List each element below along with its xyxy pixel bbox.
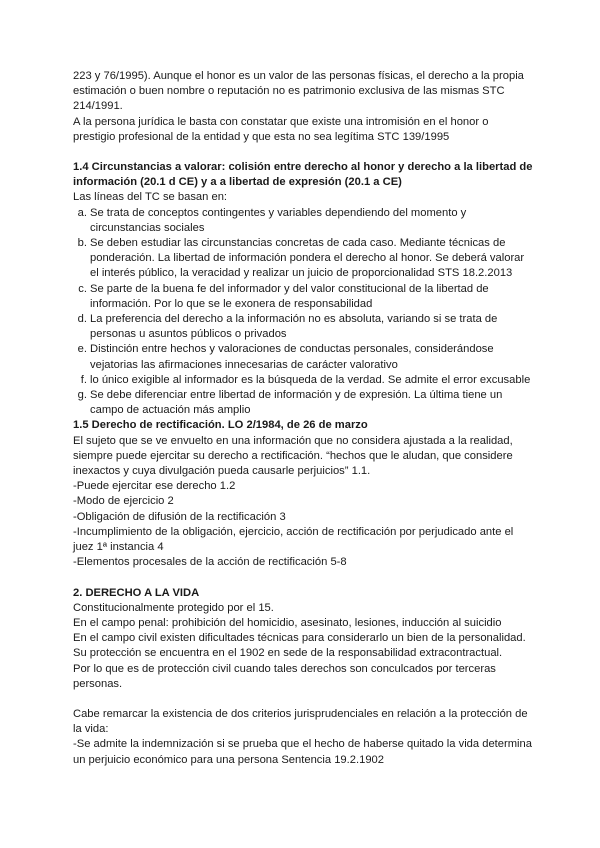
rectification-line: -Obligación de difusión de la rectificación 3 [73,510,286,523]
intro-paragraph: A la persona jurídica le basta con constatar que existe una intromisión en el honor o prestigio profesional de la entidad y que esta no sea legítima STC 139/1995 [73,115,489,143]
rectification-line: -Incumplimiento de la obligación, ejercicio, acción de rectificación por perjudicado ante el juez 1ª instancia 4 [73,525,514,554]
life-closing-paragraph: Cabe remarcar la existencia de dos criterios jurisprudenciales en relación a la protección de la vida: [73,707,528,736]
list-item-text: Se trata de conceptos contingentes y variables dependiendo del momento y circunstancias sociales [90,206,467,234]
life-line: Por lo que es de protección civil cuando tales derechos son conculcados por terceras personas. [73,662,496,690]
list-item [73,206,533,236]
list-marker: e. [77,343,87,356]
list-item [73,236,533,282]
list-marker: g. [77,389,87,402]
page-content [73,69,533,768]
section-heading-1-5: 1.5 Derecho de rectificación. LO 2/1984, de 26 de marzo [73,419,368,432]
list-marker: b. [77,237,87,250]
life-closing-paragraph: -Se admite la indemnización si se prueba que el hecho de haberse quitado la vida determina un perjuicio económico para una persona Sentencia 19.2.1902 [73,738,532,766]
rectification-line: -Modo de ejercicio 2 [73,495,174,508]
intro-paragraph: 223 y 76/1995). Aunque el honor es un valor de las personas físicas, el derecho a la propia estimación o buen nombre o reputación no es patrimonio exclusiva de las mismas STC 214/1991. [73,70,524,113]
list-item-text: lo único exigible al informador es la búsqueda de la verdad. Se admite el error excusable [90,373,531,386]
list-item [73,342,533,372]
rectification-line: -Puede ejercitar ese derecho 1.2 [73,480,236,493]
list-item-text: Se debe diferenciar entre libertad de información y de expresión. La última tiene un campo de actuación más amplio [90,389,503,417]
section-heading-1-4: 1.4 Circunstancias a valorar: colisión entre derecho al honor y derecho a la libertad de información (20.1 d CE) y a a libertad de expresión (20.1 a CE) [73,161,533,189]
list-marker: f. [80,373,87,386]
life-line: En el campo civil existen dificultades técnicas para considerarlo un bien de la personalidad. Su protección se encuentra en el 1902 en sede de la responsabilidad extracontractual. [73,632,526,660]
list-item-text: Distinción entre hechos y valoraciones de conductas personales, considerándose vejatorias las afirmaciones innecesarias de carácter valorativo [90,343,494,371]
list-item [73,312,533,342]
list-item [73,388,533,418]
life-line: Constitucionalmente protegido por el 15. [73,601,274,614]
list-marker: c. [78,282,87,295]
rectification-line: -Elementos procesales de la acción de rectificación 5-8 [73,556,347,569]
section-lead: Las líneas del TC se basan en: [73,191,228,204]
list-item [73,282,533,312]
list-marker: d. [77,313,87,326]
life-line: En el campo penal: prohibición del homicidio, asesinato, lesiones, inducción al suicidio [73,616,502,629]
list-item-text: La preferencia del derecho a la información no es absoluta, variando si se trata de personas u asuntos públicos o privados [90,313,498,341]
section-heading-2: 2. DERECHO A LA VIDA [73,586,200,599]
list-item-text: Se parte de la buena fe del informador y del valor constitucional de la libertad de información. Por lo que se le exonera de responsabilidad [90,282,489,310]
list-item [73,373,533,388]
list-marker: a. [77,206,87,219]
lettered-list [73,206,533,419]
rectification-paragraph: El sujeto que se ve envuelto en una información que no considera ajustada a la realidad, siempre puede ejercitar su derecho a rectificación. “hechos que le aludan, que considere inexactos y cuya divulgación pueda causarle perjuicios” 1.1. [73,434,513,478]
list-item-text: Se deben estudiar las circunstancias concretas de cada caso. Mediante técnicas de ponderación. La libertad de información pondera el derecho al honor. Se deberá valorar el interés público, la veracidad y realizar un juicio de proporcionalidad STS 18.2.2013 [90,237,525,280]
